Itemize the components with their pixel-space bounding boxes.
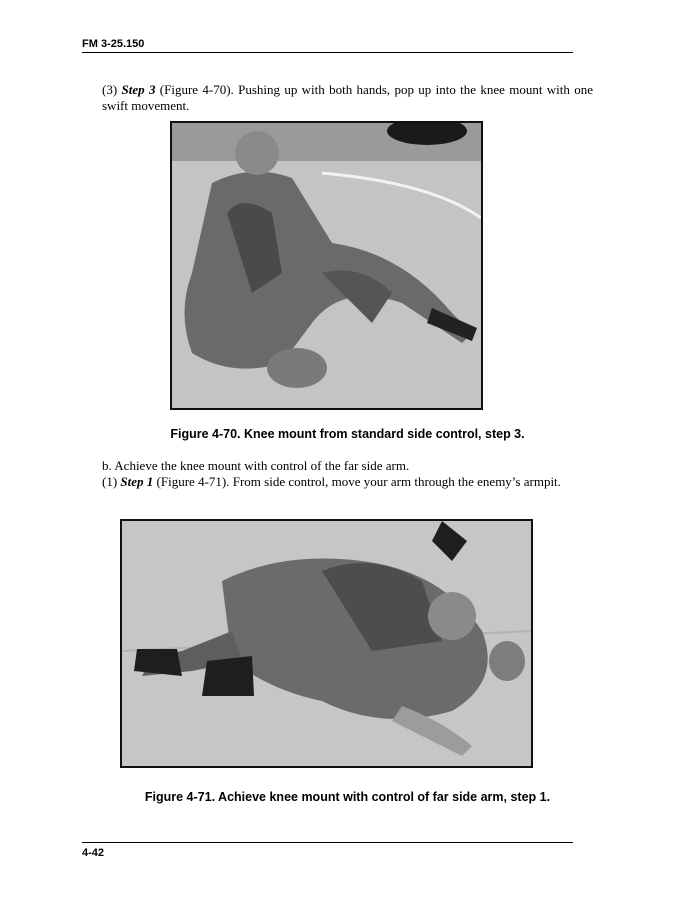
paragraph-step-1 [82, 474, 593, 490]
figure-4-70-photo [170, 121, 483, 410]
paragraph-step-3 [82, 82, 593, 114]
step-text: (Figure 4-70). Pushing up with both hands, pop up into the knee mount with one swift movement. [102, 82, 593, 113]
side-control-photo-graphic [122, 521, 531, 766]
knee-mount-photo-graphic [172, 123, 481, 408]
figure-4-71-caption: Figure 4-71. Achieve knee mount with control of far side arm, step 1. [144, 790, 551, 804]
step-label: Step 3 [121, 82, 156, 97]
figure-4-71-photo [120, 519, 533, 768]
header-rule [82, 52, 573, 53]
document-header: FM 3-25.150 [82, 38, 145, 50]
figure-4-70-caption: Figure 4-70. Knee mount from standard side control, step 3. [170, 427, 525, 441]
step-prefix: (1) [102, 474, 121, 489]
footer-rule [82, 842, 573, 843]
step-text: (Figure 4-71). From side control, move your arm through the enemy’s armpit. [153, 474, 561, 489]
page-number: 4-42 [82, 847, 105, 859]
step-prefix: (3) [102, 82, 122, 97]
paragraph-b: b. Achieve the knee mount with control of the far side arm. [102, 458, 410, 473]
step-label: Step 1 [120, 474, 154, 489]
